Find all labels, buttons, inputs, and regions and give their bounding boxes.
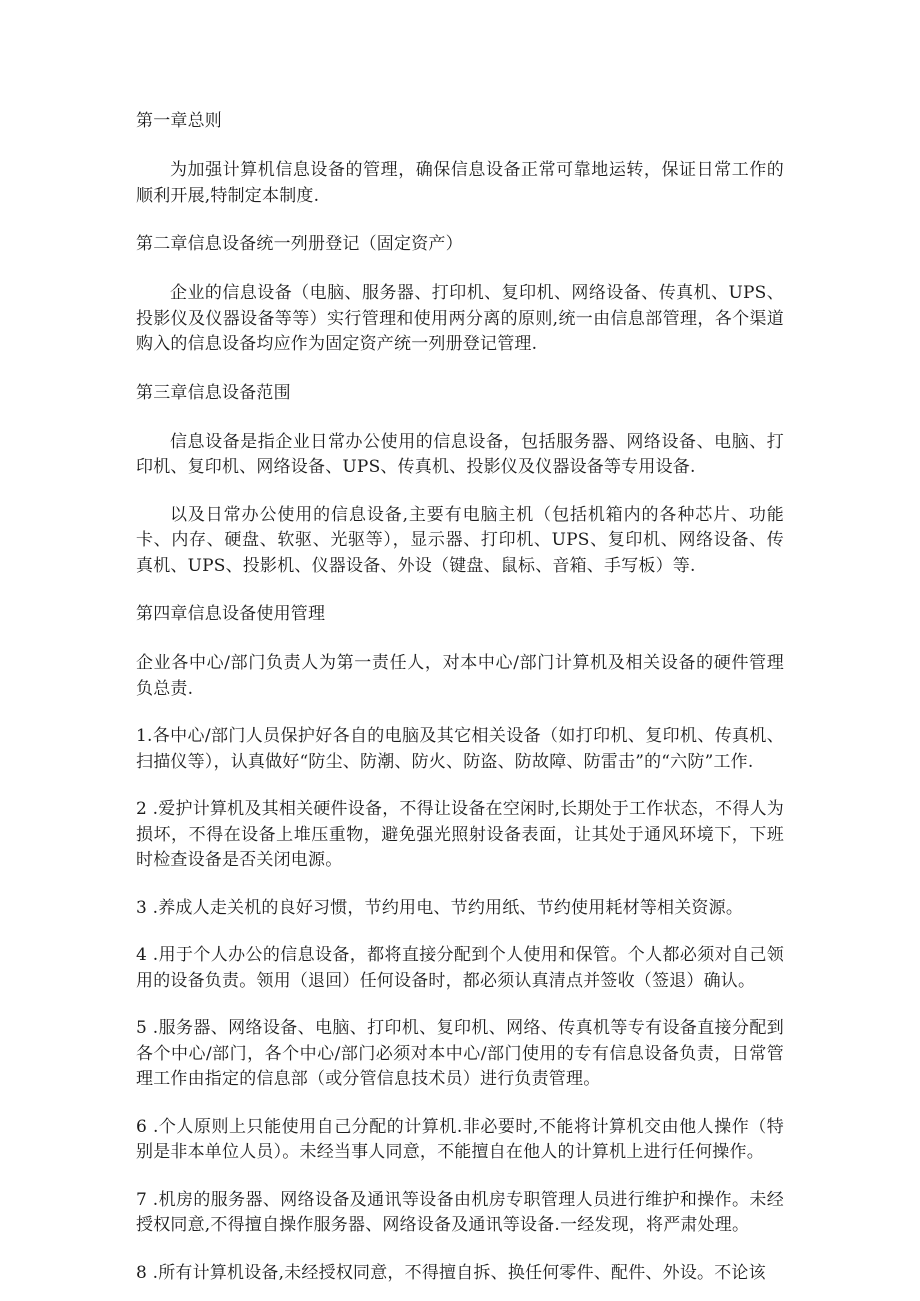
chapter-1-paragraph-1: 为加强计算机信息设备的管理，确保信息设备正常可靠地运转，保证日常工作的顺利开展,特制定本制度. bbox=[136, 160, 784, 206]
chapter-2-heading: 第二章信息设备统一列册登记（固定资产） bbox=[136, 234, 463, 254]
rule-3: 3 .养成人走关机的良好习惯，节约用电、节约用纸、节约使用耗材等相关资源。 bbox=[136, 897, 744, 918]
document-body bbox=[136, 108, 784, 1286]
rule-8: 8 .所有计算机设备,未经授权同意，不得擅自拆、换任何零件、配件、外设。不论该 bbox=[136, 1262, 766, 1283]
chapter-3-paragraph-1: 信息设备是指企业日常办公使用的信息设备，包括服务器、网络设备、电脑、打印机、复印机、网络设备、UPS、传真机、投影仪及仪器设备等专用设备. bbox=[136, 431, 784, 477]
rule-4: 4 .用于个人办公的信息设备，都将直接分配到个人使用和保管。个人都必须对自己领用的设备负责。领用（退回）任何设备时，都必须认真清点并签收（签退）确认。 bbox=[136, 945, 784, 991]
chapter-1-heading: 第一章总则 bbox=[136, 111, 222, 131]
rule-6: 6 .个人原则上只能使用自己分配的计算机.非必要时,不能将计算机交由他人操作（特别是非本单位人员）。未经当事人同意，不能擅自在他人的计算机上进行任何操作。 bbox=[136, 1116, 784, 1162]
rule-1: 1.各中心/部门人员保护好各自的电脑及其它相关设备（如打印机、复印机、传真机、扫描仪等），认真做好“防尘、防潮、防火、防盗、防故障、防雷击”的“六防”工作. bbox=[136, 726, 784, 772]
chapter-4-heading: 第四章信息设备使用管理 bbox=[136, 604, 326, 624]
rule-2: 2 .爱护计算机及其相关硬件设备，不得让设备在空闲时,长期处于工作状态，不得人为损坏，不得在设备上堆压重物，避免强光照射设备表面，让其处于通风环境下，下班时检查设备是否关闭电源。 bbox=[136, 799, 784, 870]
chapter-4-intro: 企业各中心/部门负责人为第一责任人，对本中心/部门计算机及相关设备的硬件管理负总责. bbox=[136, 653, 784, 699]
rule-7: 7 .机房的服务器、网络设备及通讯等设备由机房专职管理人员进行维护和操作。未经授权同意,不得擅自操作服务器、网络设备及通讯等设备.一经发现，将严肃处理。 bbox=[136, 1189, 784, 1235]
rule-5: 5 .服务器、网络设备、电脑、打印机、复印机、网络、传真机等专有设备直接分配到各个中心/部门，各个中心/部门必须对本中心/部门使用的专有信息设备负责，日常管理工作由指定的信息部（或分管信息技术员）进行负责管理。 bbox=[136, 1018, 784, 1089]
chapter-3-heading: 第三章信息设备范围 bbox=[136, 382, 291, 403]
chapter-3-paragraph-2: 以及日常办公使用的信息设备,主要有电脑主机（包括机箱内的各种芯片、功能卡、内存、硬盘、软驱、光驱等），显示器、打印机、UPS、复印机、网络设备、传真机、UPS、投影机、仪器设备、外设（键盘、鼠标、音箱、手写板）等. bbox=[136, 504, 784, 576]
chapter-2-paragraph-1: 企业的信息设备（电脑、服务器、打印机、复印机、网络设备、传真机、UPS、投影仪及仪器设备等等）实行管理和使用两分离的原则,统一由信息部管理，各个渠道购入的信息设备均应作为固定资产统一列册登记管理. bbox=[136, 283, 784, 354]
